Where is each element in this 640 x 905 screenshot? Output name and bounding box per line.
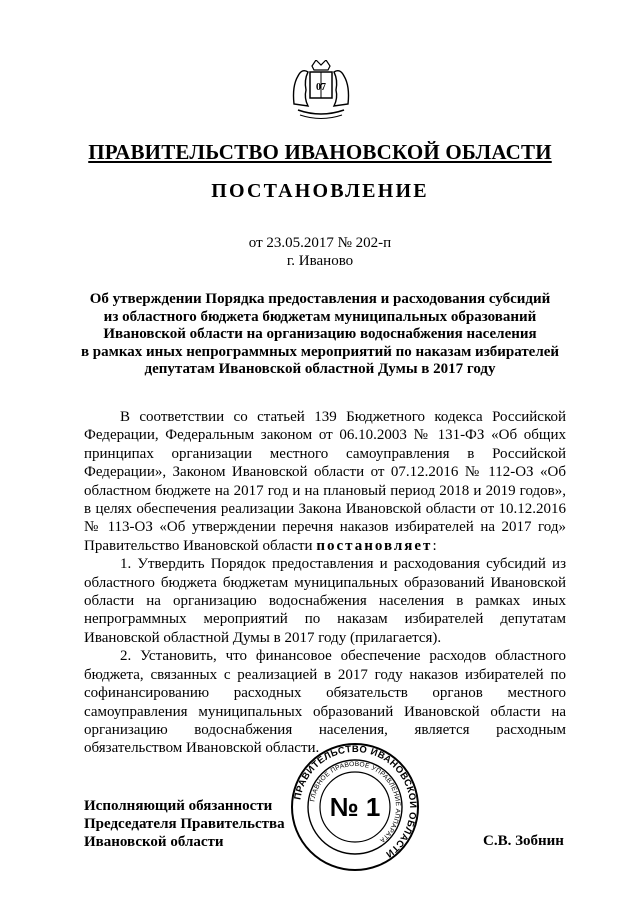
preamble-text: В соответствии со статьей 139 Бюджетного кодекса Российской Федерации, Федеральным законом от 06.10.2003 № 131-ФЗ «Об общих принципах организации местного самоуправления в Российской Федерации», Законом Ивановской области от 07.12.2016 № 112-ОЗ «Об областном бюджете на 2017 год и на плановый период 2018 и 2019 годов», в целях обеспечения реализации Закона Ивановской области от 10.12.2016 № 113-ОЗ «Об утверждении перечня наказов избирателей на 2017 год» Правительство Ивановской области (84, 409, 566, 554)
svg-text:07: 07 (316, 82, 326, 93)
document-title (60, 291, 580, 379)
position-line: Председателя Правительства (84, 816, 285, 832)
decree-word: постановляет (316, 537, 433, 554)
title-line: депутатам Ивановской областной Думы в 2017 году (144, 361, 496, 377)
signatory-name: С.В. Зобнин (483, 833, 564, 849)
title-line: из областного бюджета бюджетам муниципальных образований (103, 308, 537, 325)
item-2: 2. Установить, что финансовое обеспечение расходов областного бюджета, связанных с реализацией в 2017 году наказов избирателей по софинансированию расходных обязательств органов местного самоуправления муниципальных образований Ивановской области на организацию водоснабжения населения, является расходным обязательством Ивановской области. (84, 648, 566, 757)
government-name: ПРАВИТЕЛЬСТВО ИВАНОВСКОЙ ОБЛАСТИ (88, 140, 552, 164)
position-line: Ивановской области (84, 834, 224, 850)
date-and-place (0, 234, 640, 270)
svg-text:№ 1: № 1 (329, 792, 381, 822)
decree-colon: : (432, 537, 437, 554)
coat-of-arms-icon (290, 60, 352, 124)
svg-text:ГЛАВНОЕ ПРАВОВОЕ УПРАВЛЕНИЕ АП: ГЛАВНОЕ ПРАВОВОЕ УПРАВЛЕНИЕ АППАРАТА (309, 760, 402, 844)
title-line: в рамках иных непрограммных мероприятий по наказам избирателей (80, 343, 560, 360)
preamble-paragraph (84, 408, 566, 555)
item-1: 1. Утвердить Порядок предоставления и расходования субсидий из областного бюджета бюджетам муниципальных образований Ивановской области на организацию водоснабжения населения в рамках иных непрограммных мероприятий по наказам избирателей депутатам Ивановской областной Думы в 2017 году (прилагается). (84, 556, 566, 646)
title-line: Об утверждении Порядка предоставления и расходования субсидий (89, 291, 551, 307)
position-line: Исполняющий обязанности (84, 798, 273, 814)
official-stamp-icon (290, 742, 420, 872)
signatory-position (84, 797, 285, 851)
title-line: Ивановской области на организацию водоснабжения населения (103, 326, 537, 342)
document-type: ПОСТАНОВЛЕНИЕ (211, 180, 429, 202)
city: г. Иваново (286, 253, 354, 269)
svg-text:ПРАВИТЕЛЬСТВО ИВАНОВСКОЙ ОБЛАС: ПРАВИТЕЛЬСТВО ИВАНОВСКОЙ ОБЛАСТИ (292, 743, 419, 860)
document-body (84, 408, 566, 758)
date-number: от 23.05.2017 № 202-п (248, 235, 392, 251)
